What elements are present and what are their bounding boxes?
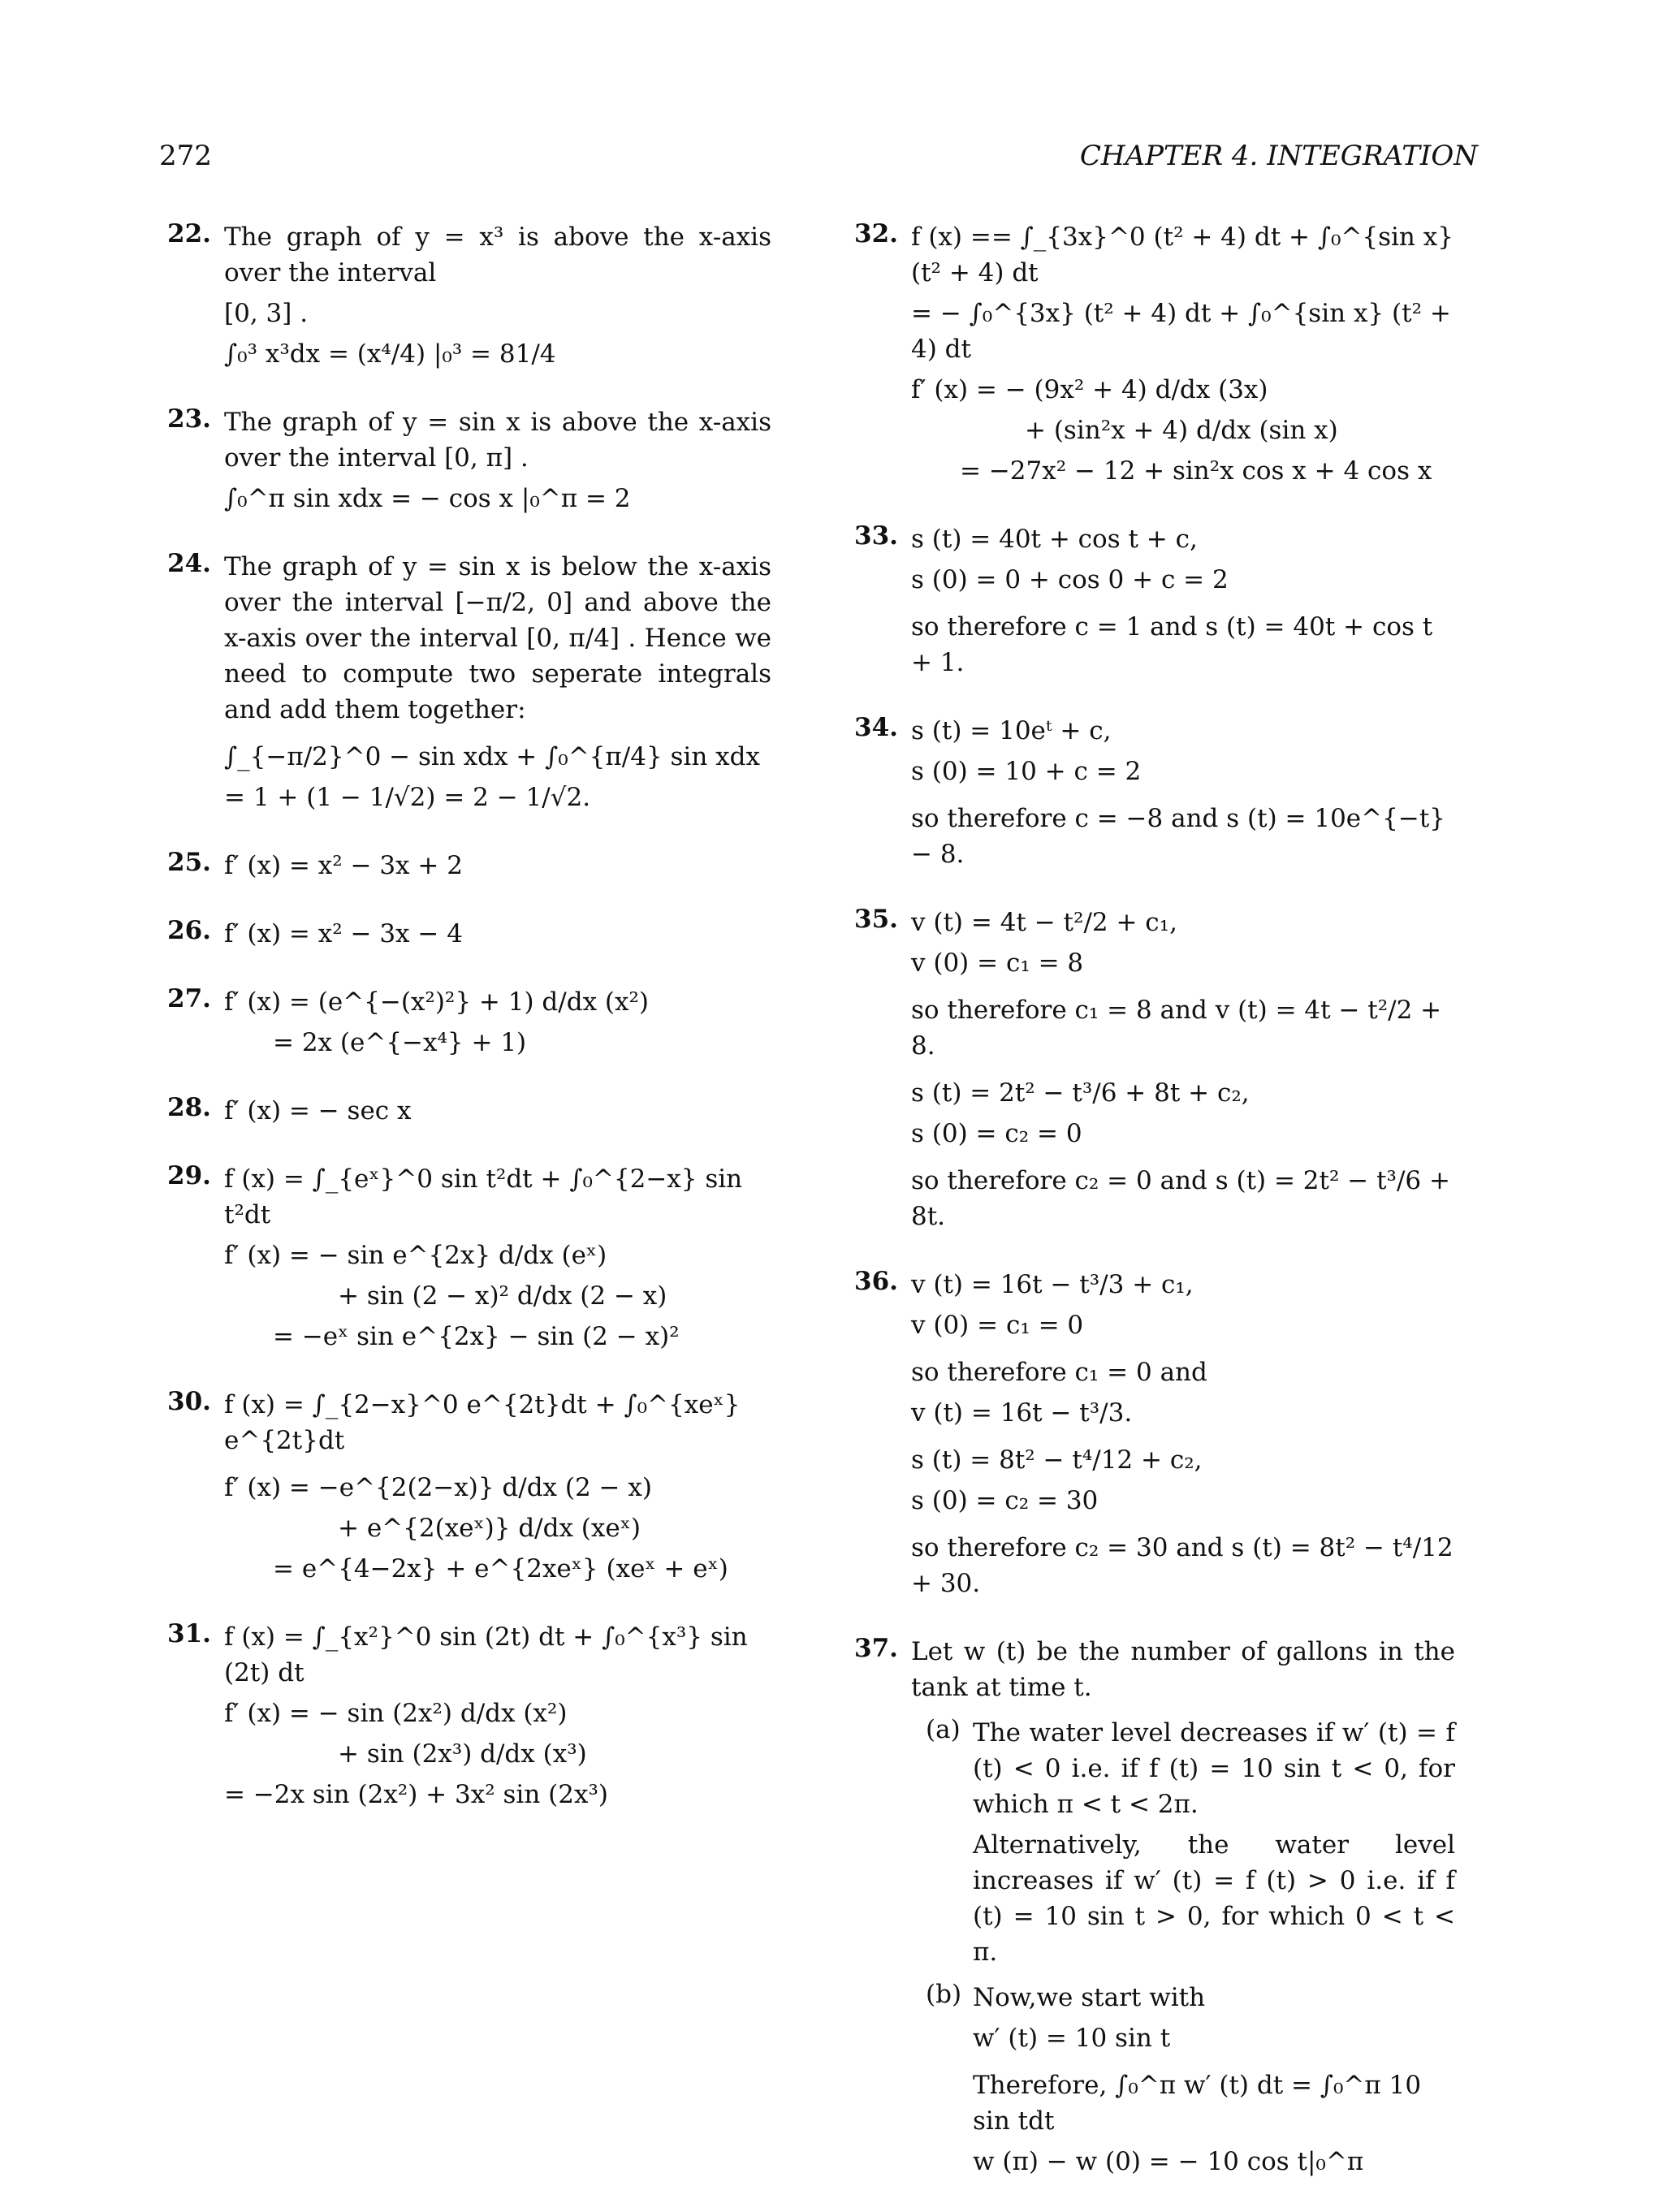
text-line: The graph of y = sin x is below the x-axis over the interval [−π/2, 0] and above the x-axis over the interval [0, π/4] . Hence we need to compute two seperate integrals and add them together: — [224, 552, 780, 724]
text-line: so therefore c₂ = 0 and s (t) = 2t² − t³/6 + 8t. — [911, 1166, 1458, 1231]
problem-35 — [854, 905, 1458, 1234]
equation-line: f′ (x) = x² − 3x − 4 — [224, 919, 463, 948]
equation-line: = −27x² − 12 + sin²x cos x + 4 cos x — [960, 456, 1432, 486]
problem-number: 23. — [167, 404, 211, 434]
problem-27 — [167, 984, 771, 1061]
text-line: Alternatively, the water level increases if w′ (t) = f (t) > 0 i.e. if f (t) = 10 sin t > 0, for which 0 < t < π. — [973, 1830, 1463, 1967]
part-label: (b) — [926, 1980, 962, 2009]
text-line: Let w (t) be the number of gallons in the tank at time t. — [911, 1637, 1463, 1702]
equation-line: f′ (x) = − sin e^{2x} d/dx (eˣ) — [224, 1241, 607, 1270]
left-column — [167, 219, 780, 1845]
problem-number: 30. — [167, 1387, 211, 1416]
problem-number: 36. — [854, 1267, 898, 1296]
equation-line: s (0) = 10 + c = 2 — [911, 757, 1142, 786]
problem-30 — [167, 1387, 771, 1587]
equation-line: f′ (x) = x² − 3x + 2 — [224, 851, 463, 880]
equation-line: + e^{2(xeˣ)} d/dx (xeˣ) — [338, 1514, 641, 1543]
problem-32 — [854, 219, 1462, 489]
equation-line: s (t) = 40t + cos t + c, — [911, 525, 1198, 554]
text-line: The graph of y = sin x is above the x-axis over the interval [0, π] . — [224, 408, 780, 473]
text-line: so therefore c₁ = 8 and v (t) = 4t − t²/2 + 8. — [911, 996, 1450, 1061]
equation-line: = e^{4−2x} + e^{2xeˣ} (xeˣ + eˣ) — [273, 1554, 728, 1583]
equation-line: f (x) = ∫_{x²}^0 sin (2t) dt + ∫₀^{x³} sin (2t) dt — [224, 1622, 756, 1687]
problem-number: 32. — [854, 219, 898, 248]
problem-22 — [167, 219, 780, 372]
problem-number: 37. — [854, 1634, 898, 1663]
equation-line: = − ∫₀^{3x} (t² + 4) dt + ∫₀^{sin x} (t² + 4) dt — [911, 299, 1459, 364]
equation-line: f′ (x) = − (9x² + 4) d/dx (3x) — [911, 375, 1268, 404]
text-line: [0, 3] . — [224, 299, 309, 328]
problem-number: 24. — [167, 549, 211, 578]
problem-number: 33. — [854, 521, 898, 551]
equation-line: f (x) == ∫_{3x}^0 (t² + 4) dt + ∫₀^{sin x} (t² + 4) dt — [911, 222, 1462, 287]
equation-line: = 1 + (1 − 1/√2) = 2 − 1/√2. — [224, 783, 591, 812]
equation-line: w (π) − w (0) = − 10 cos t|₀^π — [973, 2147, 1364, 2176]
problem-33 — [854, 521, 1455, 680]
equation-line: = −eˣ sin e^{2x} − sin (2 − x)² — [273, 1322, 680, 1351]
problem-34 — [854, 713, 1455, 872]
problem-number: 35. — [854, 905, 898, 934]
equation-line: v (t) = 16t − t³/3 + c₁, — [911, 1270, 1194, 1299]
equation-line: = 2x (e^{−x⁴} + 1) — [273, 1028, 527, 1057]
problem-number: 26. — [167, 916, 211, 945]
problem-37 — [854, 1634, 1463, 2180]
problem-23 — [167, 404, 780, 516]
equation-line: ∫₀³ x³dx = (x⁴/4) |₀³ = 81/4 — [224, 339, 556, 369]
equation-line: f′ (x) = (e^{−(x²)²} + 1) d/dx (x²) — [224, 987, 650, 1017]
problem-number: 28. — [167, 1093, 211, 1122]
text-line: so therefore c = 1 and s (t) = 40t + cos t + 1. — [911, 612, 1441, 677]
page-number: 272 — [159, 140, 212, 172]
equation-line: s (0) = 0 + cos 0 + c = 2 — [911, 565, 1229, 594]
equation-line: = −2x sin (2x²) + 3x² sin (2x³) — [224, 1780, 608, 1809]
problem-26 — [167, 916, 771, 952]
equation-line: f (x) = ∫_{eˣ}^0 sin t²dt + ∫₀^{2−x} sin t²dt — [224, 1164, 751, 1229]
part-label: (a) — [926, 1715, 961, 1744]
text-line: The water level decreases if w′ (t) = f (t) < 0 i.e. if f (t) = 10 sin t < 0, for which π < t < 2π. — [973, 1718, 1463, 1819]
equation-line: f′ (x) = − sec x — [224, 1096, 412, 1125]
problem-31 — [167, 1619, 771, 1812]
equation-line: f′ (x) = − sin (2x²) d/dx (x²) — [224, 1699, 568, 1728]
equation-line: Therefore, ∫₀^π w′ (t) dt = ∫₀^π 10 sin tdt — [973, 2071, 1429, 2136]
equation-line: + sin (2x³) d/dx (x³) — [338, 1739, 587, 1769]
problem-29 — [167, 1161, 771, 1354]
part-b — [926, 1980, 1455, 2180]
equation-line: s (t) = 2t² − t³/6 + 8t + c₂, — [911, 1078, 1250, 1108]
text-line: so therefore c = −8 and s (t) = 10e^{−t} − 8. — [911, 804, 1454, 869]
text-line: Now,we start with — [973, 1983, 1206, 2012]
equation-line: ∫₀^π sin xdx = − cos x |₀^π = 2 — [224, 484, 631, 513]
equation-line: f′ (x) = −e^{2(2−x)} d/dx (2 − x) — [224, 1473, 652, 1502]
text-line: so therefore c₂ = 30 and s (t) = 8t² − t⁴/12 + 30. — [911, 1533, 1462, 1598]
equation-line: ∫_{−π/2}^0 − sin xdx + ∫₀^{π/4} sin xdx — [224, 742, 760, 771]
equation-line: w′ (t) = 10 sin t — [973, 2024, 1171, 2053]
equation-line: + (sin²x + 4) d/dx (sin x) — [1025, 416, 1338, 445]
chapter-heading: CHAPTER 4. INTEGRATION — [1079, 140, 1478, 172]
text-line: The graph of y = x³ is above the x-axis over the interval — [224, 222, 780, 287]
equation-line: s (0) = c₂ = 0 — [911, 1119, 1082, 1148]
equation-line: v (0) = c₁ = 8 — [911, 948, 1084, 978]
problem-28 — [167, 1093, 771, 1129]
equation-line: f (x) = ∫_{2−x}^0 e^{2t}dt + ∫₀^{xeˣ} e^{2t}dt — [224, 1390, 749, 1455]
equation-line: v (t) = 4t − t²/2 + c₁, — [911, 908, 1177, 937]
problem-24 — [167, 549, 780, 815]
text-line: so therefore c₁ = 0 and — [911, 1358, 1207, 1387]
problem-number: 27. — [167, 984, 211, 1013]
problem-number: 22. — [167, 219, 211, 248]
right-column — [854, 219, 1463, 2212]
equation-line: s (0) = c₂ = 30 — [911, 1486, 1099, 1515]
equation-line: s (t) = 8t² − t⁴/12 + c₂, — [911, 1445, 1203, 1475]
problem-number: 29. — [167, 1161, 211, 1190]
part-a — [926, 1715, 1463, 1970]
equation-line: v (t) = 16t − t³/3. — [911, 1398, 1133, 1428]
problem-number: 34. — [854, 713, 898, 742]
problem-number: 25. — [167, 848, 211, 877]
problem-36 — [854, 1267, 1462, 1601]
equation-line: s (t) = 10eᵗ + c, — [911, 716, 1112, 745]
problem-25 — [167, 848, 771, 884]
equation-line: v (0) = c₁ = 0 — [911, 1311, 1084, 1340]
problem-number: 31. — [167, 1619, 211, 1648]
equation-line: + sin (2 − x)² d/dx (2 − x) — [338, 1281, 667, 1311]
